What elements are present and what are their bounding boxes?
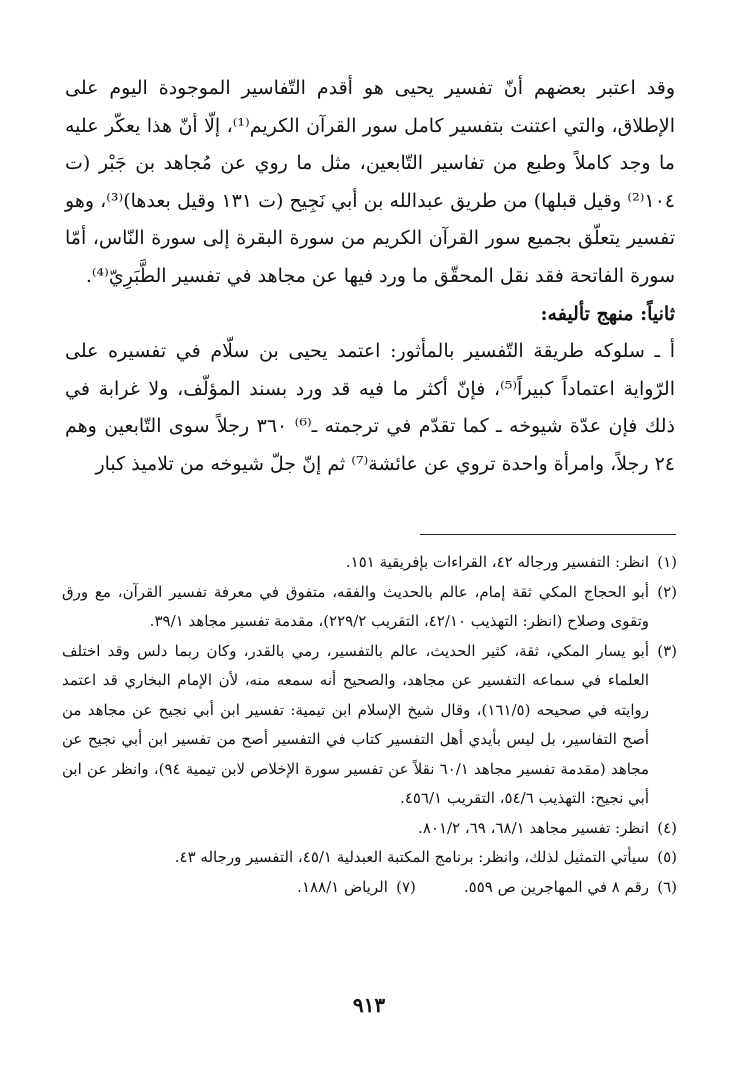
footnote-number: (٢) — [657, 582, 677, 601]
footnote-text: أبو يسار المكي، ثقة، كثير الحديث، عالم بالتفسير، رمي بالقدر، وكان ربما دلس وقد اختلف العلماء في سماعه التفسير عن مجاهد، والصحيح أنه سمعه منه، لأن الإمام البخاري قد اعتمد روايته في صحيحه (١٦١/٥)، وقال شيخ الإسلام ابن تيمية: تفسير ابن أبي نجيح عن مجاهد من أصح التفاسير، بل ليس بأيدي أهل التفسير كتاب في التفسير أصح من تفسير ابن أبي نجيح عن مجاهد (مقدمة تفسير مجاهد ٦٠/١ نقلاً عن تفسير سورة الإخلاص لابن تيمية ٩٤)، وانظر عن ابن أبي نجيح: التهذيب ٥٤/٦، التقريب ٤٥٦/١. — [62, 641, 650, 807]
page-number: ٩١٣ — [352, 993, 386, 1017]
footnote-4 — [62, 814, 677, 844]
footnote-number: (٧) — [396, 877, 416, 896]
footnote-number: (٦) — [657, 877, 677, 896]
main-text — [65, 70, 675, 484]
paragraph-intro: وقد اعتبر بعضهم أنّ تفسير يحيى هو أقدم التّفاسير الموجودة اليوم على الإطلاق، والتي اعتنت بتفسير كامل سور القرآن الكريم⁽¹⁾، إلّا أنّ هذا يعكّر عليه ما وجد كاملاً وطبع من تفاسير التّابعين، مثل ما روي عن مُجاهد بن جَبْر (ت ١٠٤⁽²⁾ وقيل قبلها) من طريق عبدالله بن أبي نَجِيح (ت ١٣١ وقيل بعدها)⁽³⁾، وهو تفسير يتعلّق بجميع سور القرآن الكريم من سورة البقرة إلى سورة النّاس، أمّا سورة الفاتحة فقد نقل المحقّق ما ورد فيها عن مجاهد في تفسير الطَّبَرِيّ⁽⁴⁾. — [65, 77, 675, 287]
footnote-number: (٤) — [657, 818, 677, 837]
footnote-number: (١) — [657, 553, 677, 571]
footnote-number: (٣) — [657, 641, 677, 660]
footnote-text: رقم ٨ في المهاجرين ص ٥٥٩. — [463, 877, 649, 896]
footnote-number: (٥) — [657, 848, 677, 866]
footnote-text: انظر: التفسير ورجاله ٤٢، القراءات بإفريقية ١٥١. — [345, 553, 649, 571]
paragraph-method: أ ـ سلوكه طريقة التّفسير بالمأثور: اعتمد يحيى بن سلّام في تفسيره على الرّواية اعتماداً كبيراً⁽⁵⁾، فإنّ أكثر ما فيه قد ورد بسند المؤلّف، ولا غرابة في ذلك فإن عدّة شيوخه ـ كما تقدّم في ترجمته ـ⁽⁶⁾ ٣٦٠ رجلاً سوى التّابعين وهم ٢٤ رجلاً، وامرأة واحدة تروي عن عائشة⁽⁷⁾ ثم إنّ جلّ شيوخه من تلاميذ كبار — [65, 340, 676, 475]
footnote-5 — [62, 843, 677, 873]
footnote-divider — [420, 534, 676, 535]
footnote-text: أبو الحجاج المكي ثقة إمام، عالم بالحديث والفقه، متفوق في معرفة تفسير القرآن، مع ورق وتقوى وصلاح (انظر: التهذيب ٤٢/١٠، التقريب ٢٢٩/٢)، مقدمة تفسير مجاهد ٣٩/١. — [62, 582, 649, 630]
footnote-row-6-7 — [62, 873, 677, 903]
footnote-6 — [464, 873, 677, 903]
footnote-text: الرياض ١٨٨/١. — [297, 877, 388, 896]
footnote-2 — [62, 578, 677, 637]
footnote-7 — [297, 873, 416, 903]
footnotes — [62, 548, 677, 902]
footnote-1 — [62, 548, 677, 578]
footnote-3 — [62, 637, 677, 814]
section-heading: ثانياً: منهج تأليفه: — [540, 302, 675, 325]
footnote-text: انظر: تفسير مجاهد ٦٨/١، ٦٩، ٨٠١/٢. — [418, 818, 649, 837]
footnote-text: سيأتي التمثيل لذلك، وانظر: برنامج المكتبة العبدلية ٤٥/١، التفسير ورجاله ٤٣. — [174, 848, 649, 866]
